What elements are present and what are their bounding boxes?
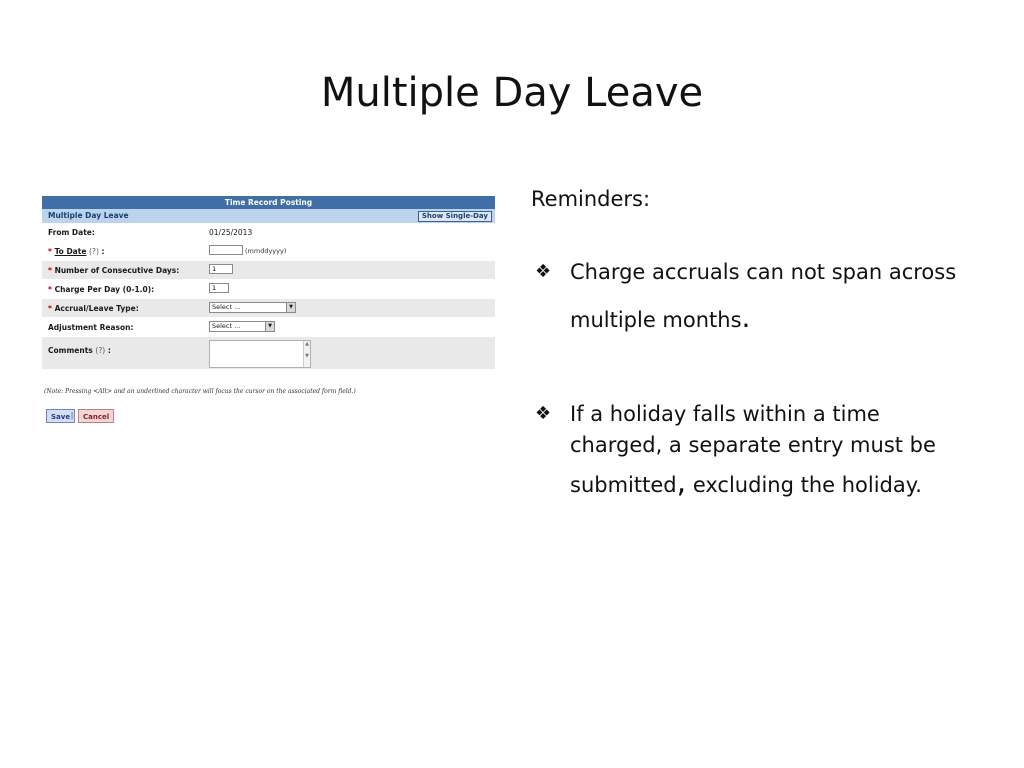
reminder-line: If a holiday falls within a time: [570, 402, 880, 426]
required-marker: *: [48, 285, 52, 294]
reminder-line: multiple months: [570, 308, 742, 332]
reminder-line-group: [570, 461, 960, 507]
comments-label-group: Comments (?) :: [48, 346, 111, 355]
comments-textarea[interactable]: [209, 340, 311, 368]
adjustment-reason-selected: Select ...: [212, 322, 241, 330]
accrual-type-select[interactable]: [209, 302, 296, 313]
to-date-help-link[interactable]: (?): [89, 247, 99, 256]
from-date-row: [42, 223, 495, 242]
reminder-line: excluding the holiday.: [686, 473, 922, 497]
reminders-heading: Reminders:: [531, 187, 651, 211]
to-date-row: [42, 242, 495, 261]
diamond-bullet-icon: ❖: [535, 403, 552, 424]
form-subheader-title: Multiple Day Leave: [48, 211, 129, 220]
accrual-type-label: Accrual/Leave Type:: [54, 304, 139, 313]
required-marker: *: [48, 247, 52, 256]
cancel-button[interactable]: Cancel: [78, 409, 114, 423]
form-subheader: [42, 209, 495, 223]
to-date-label: To Date: [54, 247, 87, 256]
adjustment-reason-select[interactable]: [209, 321, 275, 332]
form-note: (Note: Pressing <Alt> and an underlined character will focus the cursor on the associated form field.): [44, 388, 356, 395]
accrual-type-label-group: [48, 304, 139, 313]
comments-label: Comments: [48, 346, 93, 355]
required-marker: *: [48, 304, 52, 313]
reminder-period: .: [741, 301, 751, 334]
scrollbar[interactable]: ▲ ▼: [303, 341, 310, 367]
reminder-text: [570, 250, 960, 343]
show-single-day-button[interactable]: Show Single-Day: [418, 211, 492, 222]
reminder-line: Charge accruals can not span across: [570, 260, 957, 284]
chevron-down-icon: ▼: [265, 322, 274, 331]
to-date-label-group: * To Date (?) :: [48, 247, 105, 256]
reminder-line: charged, a separate entry must be: [570, 433, 936, 457]
charge-per-day-row: [42, 280, 495, 299]
comments-row: [42, 337, 495, 370]
diamond-bullet-icon: ❖: [535, 261, 552, 282]
adjustment-reason-label: Adjustment Reason:: [48, 323, 134, 332]
to-date-format-hint: (mmddyyyy): [245, 247, 287, 255]
time-record-form: [42, 196, 495, 370]
charge-per-day-label: Charge Per Day (0-1.0):: [54, 285, 155, 294]
charge-per-day-label-group: [48, 285, 154, 294]
reminder-comma: ,: [676, 465, 687, 500]
to-date-input[interactable]: [209, 245, 243, 255]
reminder-line: submitted: [570, 473, 677, 497]
save-button[interactable]: Save: [46, 409, 75, 423]
required-marker: *: [48, 266, 52, 275]
chevron-down-icon: ▼: [286, 303, 295, 312]
from-date-label: From Date:: [48, 228, 95, 237]
consecutive-days-label: Number of Consecutive Days:: [54, 266, 180, 275]
slide-title: Multiple Day Leave: [320, 70, 704, 116]
form-header: Time Record Posting: [42, 196, 495, 209]
reminder-text: [570, 403, 960, 507]
adjustment-reason-row: [42, 318, 495, 337]
charge-per-day-input[interactable]: [209, 283, 229, 293]
from-date-value: 01/25/2013: [209, 228, 253, 237]
consecutive-days-row: [42, 261, 495, 280]
accrual-type-row: [42, 299, 495, 318]
consecutive-days-label-group: [48, 266, 179, 275]
button-separator: |: [71, 411, 74, 420]
consecutive-days-input[interactable]: [209, 264, 233, 274]
accrual-type-selected: Select ...: [212, 303, 241, 311]
comments-help-link[interactable]: (?): [95, 346, 106, 355]
